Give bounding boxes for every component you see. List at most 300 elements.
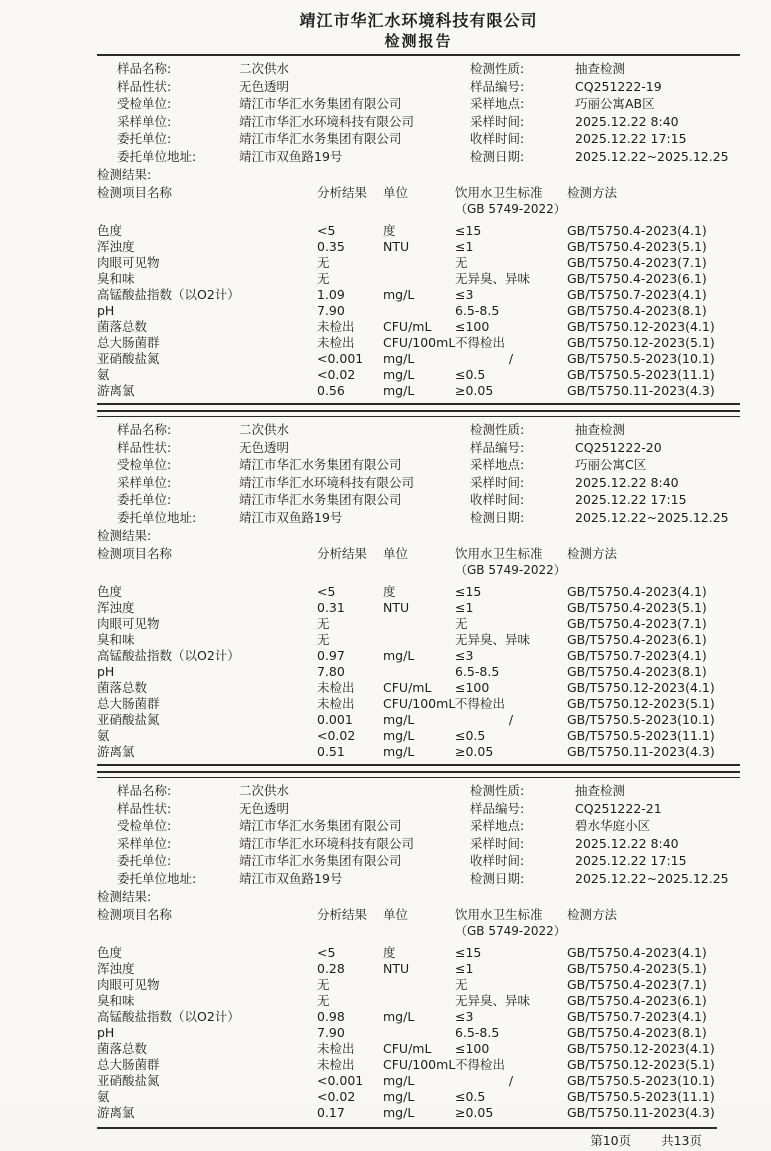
cell-item: 亚硝酸盐氮 (97, 351, 160, 366)
info-value: 靖江市双鱼路19号 (239, 870, 343, 886)
cell-standard: ≤100 (455, 1041, 490, 1056)
cell-method: GB/T5750.4-2023(4.1) (567, 945, 707, 960)
cell-unit: CFU/100mL (383, 1057, 456, 1072)
info-label: 检测日期: (470, 509, 525, 525)
info-row (470, 60, 740, 78)
cell-unit: mg/L (383, 1105, 415, 1120)
info-row (470, 491, 740, 509)
column-header-unit: 单位 (383, 546, 409, 561)
sample-info-right (470, 421, 740, 526)
cell-unit (383, 255, 455, 271)
info-row (117, 817, 470, 835)
table-row (97, 335, 740, 351)
results-table-header (97, 546, 740, 578)
column-header-method: 检测方法 (567, 546, 618, 561)
info-label: 样品编号: (470, 439, 525, 455)
info-row (117, 78, 470, 96)
table-row (97, 1105, 740, 1121)
table-row (97, 1073, 740, 1089)
cell-item: 游离氯 (97, 1105, 135, 1120)
cell-result: 未检出 (317, 680, 355, 695)
info-value: 靖江市华汇水环境科技有限公司 (239, 113, 415, 129)
cell-result: 未检出 (317, 319, 355, 334)
cell-unit: NTU (383, 961, 410, 976)
cell-method: GB/T5750.4-2023(8.1) (567, 303, 707, 318)
cell-method: GB/T5750.12-2023(5.1) (567, 1057, 715, 1072)
cell-item: 色度 (97, 223, 123, 238)
info-value: 巧丽公寓C区 (575, 457, 647, 472)
sample-info-right (470, 60, 740, 165)
cell-item: 菌落总数 (97, 319, 148, 334)
cell-result: 无 (317, 271, 330, 286)
info-label: 采样时间: (470, 113, 525, 129)
info-row (470, 817, 740, 835)
cell-method: GB/T5750.7-2023(4.1) (567, 648, 707, 663)
cell-result: 无 (317, 616, 330, 631)
sample-section-1 (97, 60, 740, 405)
column-header-unit: 单位 (383, 907, 409, 922)
cell-unit (383, 664, 455, 680)
info-label: 委托单位地址: (117, 148, 197, 164)
info-label: 委托单位地址: (117, 509, 197, 525)
info-value: 无色透明 (239, 78, 290, 94)
cell-method: GB/T5750.12-2023(4.1) (567, 680, 715, 695)
results-label: 检测结果: (97, 167, 152, 182)
info-label: 检测性质: (470, 783, 525, 798)
info-row (117, 800, 470, 818)
cell-item: 游离氯 (97, 383, 135, 398)
table-row (97, 712, 740, 728)
cell-result: 未检出 (317, 1057, 355, 1072)
table-row (97, 728, 740, 744)
table-row (97, 1057, 740, 1073)
table-row (97, 383, 740, 399)
cell-standard: 无异臭、异味 (455, 632, 531, 647)
cell-result: 7.80 (317, 664, 345, 679)
cell-standard: ≥0.05 (455, 744, 494, 759)
cell-item: 总大肠菌群 (97, 1057, 160, 1072)
cell-unit (383, 271, 455, 287)
cell-unit: NTU (383, 239, 410, 254)
info-row (117, 870, 470, 888)
info-label: 收样时间: (470, 853, 525, 868)
cell-unit: mg/L (383, 648, 415, 663)
sample-info (97, 782, 740, 887)
cell-result: 0.28 (317, 961, 345, 976)
info-value: 靖江市双鱼路19号 (239, 148, 343, 164)
info-row (117, 439, 470, 457)
info-value: CQ251222-19 (575, 78, 662, 94)
table-row (97, 1041, 740, 1057)
sample-info-left (97, 421, 470, 526)
section-divider (97, 410, 740, 417)
info-row (470, 474, 740, 492)
cell-unit: CFU/100mL (383, 335, 456, 350)
info-row (470, 148, 740, 166)
cell-result: 无 (317, 993, 330, 1008)
page-number: 第10页 (590, 1133, 632, 1148)
info-value: 靖江市华汇水环境科技有限公司 (239, 835, 415, 851)
results-table (97, 907, 740, 1121)
cell-method: GB/T5750.11-2023(4.3) (567, 1105, 715, 1120)
cell-standard: 无 (455, 977, 468, 992)
table-row (97, 977, 740, 993)
table-row (97, 578, 740, 600)
info-label: 受检单位: (117, 96, 172, 111)
info-label: 样品编号: (470, 800, 525, 816)
cell-result: 0.51 (317, 744, 345, 759)
standard-header-line1: 饮用水卫生标准 (455, 185, 543, 200)
cell-result: 无 (317, 632, 330, 647)
cell-item: 肉眼可见物 (97, 977, 160, 992)
cell-result: 无 (317, 255, 330, 270)
info-label: 检测性质: (470, 422, 525, 437)
cell-result: 0.35 (317, 239, 345, 254)
results-label: 检测结果: (97, 889, 152, 904)
info-label: 收样时间: (470, 492, 525, 507)
table-row (97, 217, 740, 239)
page-total: 共13页 (661, 1133, 702, 1148)
info-label: 样品名称: (117, 61, 172, 76)
page-footer (97, 1131, 740, 1151)
info-label: 委托单位: (117, 853, 172, 868)
standard-header-line2: （GB 5749-2022） (455, 202, 566, 216)
cell-standard: ≤3 (455, 287, 474, 302)
cell-unit: mg/L (383, 744, 415, 759)
cell-standard: 6.5-8.5 (455, 303, 500, 318)
cell-result: <5 (317, 584, 336, 599)
cell-standard: ≤3 (455, 1009, 474, 1024)
cell-standard: 不得检出 (455, 696, 506, 711)
cell-method: GB/T5750.5-2023(11.1) (567, 1089, 715, 1104)
cell-standard: 不得检出 (455, 1057, 506, 1072)
cell-method: GB/T5750.4-2023(6.1) (567, 993, 707, 1008)
table-row (97, 319, 740, 335)
cell-item: 游离氯 (97, 744, 135, 759)
info-row (470, 113, 740, 131)
cell-standard: 无 (455, 255, 468, 270)
cell-unit: mg/L (383, 367, 415, 382)
info-label: 样品名称: (117, 783, 172, 798)
cell-item: 色度 (97, 584, 123, 599)
info-row (470, 800, 740, 818)
cell-unit (383, 993, 455, 1009)
cell-method: GB/T5750.12-2023(5.1) (567, 696, 715, 711)
cell-item: 肉眼可见物 (97, 255, 160, 270)
table-row (97, 939, 740, 961)
column-header-standard (455, 907, 567, 939)
cell-item: pH (97, 303, 115, 318)
info-row (117, 835, 470, 853)
cell-method: GB/T5750.4-2023(5.1) (567, 961, 707, 976)
cell-method: GB/T5750.7-2023(4.1) (567, 1009, 707, 1024)
cell-item: 氨 (97, 728, 110, 743)
cell-standard: ≤0.5 (455, 728, 486, 743)
table-row (97, 993, 740, 1009)
info-value: 2025.12.22~2025.12.25 (575, 509, 729, 525)
info-row (470, 782, 740, 800)
info-label: 受检单位: (117, 457, 172, 472)
cell-standard: ≥0.05 (455, 1105, 494, 1120)
column-header-result: 分析结果 (317, 907, 368, 922)
info-row (117, 95, 470, 113)
cell-item: 臭和味 (97, 632, 135, 647)
cell-standard: 6.5-8.5 (455, 664, 500, 679)
info-label: 样品名称: (117, 422, 172, 437)
info-value: 2025.12.22 17:15 (575, 131, 687, 146)
info-value: 抽查检测 (575, 61, 626, 76)
cell-result: 0.97 (317, 648, 345, 663)
cell-standard: ≤3 (455, 648, 474, 663)
company-title: 靖江市华汇水环境科技有限公司 (299, 11, 538, 30)
info-value: 靖江市华汇水环境科技有限公司 (239, 474, 415, 490)
cell-unit: mg/L (383, 1089, 415, 1104)
column-header-item: 检测项目名称 (97, 546, 173, 561)
cell-method: GB/T5750.5-2023(11.1) (567, 728, 715, 743)
table-row (97, 616, 740, 632)
cell-method: GB/T5750.5-2023(10.1) (567, 351, 715, 366)
info-value: CQ251222-21 (575, 800, 662, 816)
table-row (97, 744, 740, 760)
cell-result: <0.02 (317, 728, 356, 743)
table-row (97, 1089, 740, 1105)
cell-standard: 6.5-8.5 (455, 1025, 500, 1040)
cell-result: 7.90 (317, 1025, 345, 1040)
cell-unit: 度 (383, 223, 396, 238)
cell-unit: mg/L (383, 383, 415, 398)
table-row (97, 632, 740, 648)
results-table (97, 546, 740, 760)
table-row (97, 664, 740, 680)
column-header-unit: 单位 (383, 185, 409, 200)
info-value: 二次供水 (239, 783, 290, 798)
info-row (117, 113, 470, 131)
column-header-method: 检测方法 (567, 185, 618, 200)
column-header-item: 检测项目名称 (97, 185, 173, 200)
cell-method: GB/T5750.4-2023(4.1) (567, 223, 707, 238)
footer-rule (97, 1127, 717, 1129)
info-row (117, 509, 470, 527)
table-row (97, 1009, 740, 1025)
info-value: 靖江市华汇水务集团有限公司 (239, 818, 402, 833)
cell-item: 氨 (97, 1089, 110, 1104)
cell-unit: NTU (383, 600, 410, 615)
standard-header-line1: 饮用水卫生标准 (455, 907, 543, 922)
info-label: 检测日期: (470, 148, 525, 164)
cell-method: GB/T5750.7-2023(4.1) (567, 287, 707, 302)
cell-item: 菌落总数 (97, 680, 148, 695)
cell-method: GB/T5750.4-2023(5.1) (567, 600, 707, 615)
cell-item: 浑浊度 (97, 961, 135, 976)
cell-standard: ≥0.05 (455, 383, 494, 398)
info-row (470, 78, 740, 96)
table-row (97, 600, 740, 616)
info-row (470, 870, 740, 888)
results-table-header (97, 185, 740, 217)
info-value: 2025.12.22 8:40 (575, 113, 679, 129)
cell-result: 7.90 (317, 303, 345, 318)
results-table-header (97, 907, 740, 939)
info-label: 收样时间: (470, 131, 525, 146)
cell-unit: 度 (383, 945, 396, 960)
cell-method: GB/T5750.5-2023(10.1) (567, 712, 715, 727)
cell-unit: mg/L (383, 1009, 415, 1024)
cell-unit: mg/L (383, 712, 415, 727)
info-row (470, 421, 740, 439)
cell-item: 总大肠菌群 (97, 696, 160, 711)
cell-result: <0.02 (317, 1089, 356, 1104)
info-value: 靖江市华汇水务集团有限公司 (239, 492, 402, 507)
cell-standard: ≤1 (455, 961, 474, 976)
table-end-rule (97, 403, 740, 405)
info-label: 采样时间: (470, 835, 525, 851)
cell-method: GB/T5750.5-2023(10.1) (567, 1073, 715, 1088)
cell-item: 肉眼可见物 (97, 616, 160, 631)
cell-method: GB/T5750.4-2023(6.1) (567, 271, 707, 286)
column-header-item: 检测项目名称 (97, 907, 173, 922)
cell-item: 总大肠菌群 (97, 335, 160, 350)
cell-standard: ≤15 (455, 584, 482, 599)
cell-standard: / (508, 351, 514, 366)
cell-unit (383, 303, 455, 319)
info-label: 采样地点: (470, 96, 525, 111)
info-label: 委托单位: (117, 131, 172, 146)
cell-unit (383, 977, 455, 993)
info-row (117, 60, 470, 78)
info-label: 采样地点: (470, 457, 525, 472)
info-label: 样品性状: (117, 439, 172, 455)
cell-standard: ≤0.5 (455, 367, 486, 382)
cell-unit (383, 1025, 455, 1041)
info-value: 靖江市双鱼路19号 (239, 509, 343, 525)
info-value: 2025.12.22 17:15 (575, 492, 687, 507)
cell-result: 未检出 (317, 1041, 355, 1056)
sample-info (97, 60, 740, 165)
cell-method: GB/T5750.11-2023(4.3) (567, 744, 715, 759)
cell-method: GB/T5750.4-2023(7.1) (567, 977, 707, 992)
table-row (97, 961, 740, 977)
cell-result: <0.001 (317, 351, 364, 366)
info-row (470, 439, 740, 457)
info-value: 2025.12.22~2025.12.25 (575, 148, 729, 164)
info-row (470, 509, 740, 527)
info-label: 委托单位地址: (117, 870, 197, 886)
cell-method: GB/T5750.4-2023(7.1) (567, 255, 707, 270)
info-value: 二次供水 (239, 61, 290, 76)
info-value: 2025.12.22 8:40 (575, 835, 679, 851)
table-row (97, 351, 740, 367)
cell-standard: ≤1 (455, 600, 474, 615)
cell-method: GB/T5750.4-2023(4.1) (567, 584, 707, 599)
info-row (117, 782, 470, 800)
info-row (470, 835, 740, 853)
cell-item: 色度 (97, 945, 123, 960)
info-value: 抽查检测 (575, 783, 626, 798)
cell-result: <5 (317, 223, 336, 238)
info-row (117, 491, 470, 509)
table-row (97, 255, 740, 271)
cell-standard: ≤1 (455, 239, 474, 254)
cell-method: GB/T5750.12-2023(5.1) (567, 335, 715, 350)
cell-method: GB/T5750.5-2023(11.1) (567, 367, 715, 382)
cell-standard: ≤15 (455, 223, 482, 238)
column-header-result: 分析结果 (317, 546, 368, 561)
cell-standard: ≤100 (455, 319, 490, 334)
cell-unit: mg/L (383, 287, 415, 302)
cell-standard: 不得检出 (455, 335, 506, 350)
cell-method: GB/T5750.4-2023(5.1) (567, 239, 707, 254)
info-row (470, 95, 740, 113)
info-row (470, 852, 740, 870)
cell-item: 高锰酸盐指数（以O2计） (97, 1009, 240, 1024)
column-header-result: 分析结果 (317, 185, 368, 200)
cell-unit: mg/L (383, 728, 415, 743)
info-row (117, 130, 470, 148)
info-label: 样品性状: (117, 78, 172, 94)
table-row (97, 303, 740, 319)
table-row (97, 271, 740, 287)
table-row (97, 696, 740, 712)
info-value: 靖江市华汇水务集团有限公司 (239, 131, 402, 146)
cell-item: 浑浊度 (97, 239, 135, 254)
cell-standard: ≤15 (455, 945, 482, 960)
cell-method: GB/T5750.11-2023(4.3) (567, 383, 715, 398)
cell-unit: CFU/mL (383, 1041, 432, 1056)
cell-unit: CFU/100mL (383, 696, 456, 711)
cell-method: GB/T5750.4-2023(8.1) (567, 664, 707, 679)
cell-standard: / (508, 712, 514, 727)
cell-standard: ≤0.5 (455, 1089, 486, 1104)
table-row (97, 680, 740, 696)
table-row (97, 239, 740, 255)
cell-result: 0.31 (317, 600, 345, 615)
sample-info-right (470, 782, 740, 887)
cell-item: 氨 (97, 367, 110, 382)
info-label: 采样单位: (117, 113, 172, 129)
info-value: 碧水华庭小区 (575, 818, 651, 833)
info-row (470, 456, 740, 474)
standard-header-line2: （GB 5749-2022） (455, 563, 566, 577)
info-value: CQ251222-20 (575, 439, 662, 455)
cell-result: <5 (317, 945, 336, 960)
cell-item: 浑浊度 (97, 600, 135, 615)
info-label: 采样时间: (470, 474, 525, 490)
info-row (117, 421, 470, 439)
sample-section-3 (97, 782, 740, 1121)
table-end-rule (97, 764, 740, 766)
table-row (97, 1025, 740, 1041)
cell-result: <0.02 (317, 367, 356, 382)
info-label: 采样地点: (470, 818, 525, 833)
info-value: 2025.12.22~2025.12.25 (575, 870, 729, 886)
info-value: 巧丽公寓AB区 (575, 96, 655, 111)
cell-result: 0.56 (317, 383, 345, 398)
cell-result: 0.17 (317, 1105, 345, 1120)
cell-result: 0.001 (317, 712, 353, 727)
info-row (117, 456, 470, 474)
cell-unit: 度 (383, 584, 396, 599)
standard-header-line1: 饮用水卫生标准 (455, 546, 543, 561)
info-value: 无色透明 (239, 439, 290, 455)
cell-item: 高锰酸盐指数（以O2计） (97, 287, 240, 302)
info-value: 2025.12.22 17:15 (575, 853, 687, 868)
info-row (117, 148, 470, 166)
info-label: 委托单位: (117, 492, 172, 507)
info-label: 采样单位: (117, 474, 172, 490)
cell-item: pH (97, 664, 115, 679)
cell-method: GB/T5750.4-2023(7.1) (567, 616, 707, 631)
results-table (97, 185, 740, 399)
